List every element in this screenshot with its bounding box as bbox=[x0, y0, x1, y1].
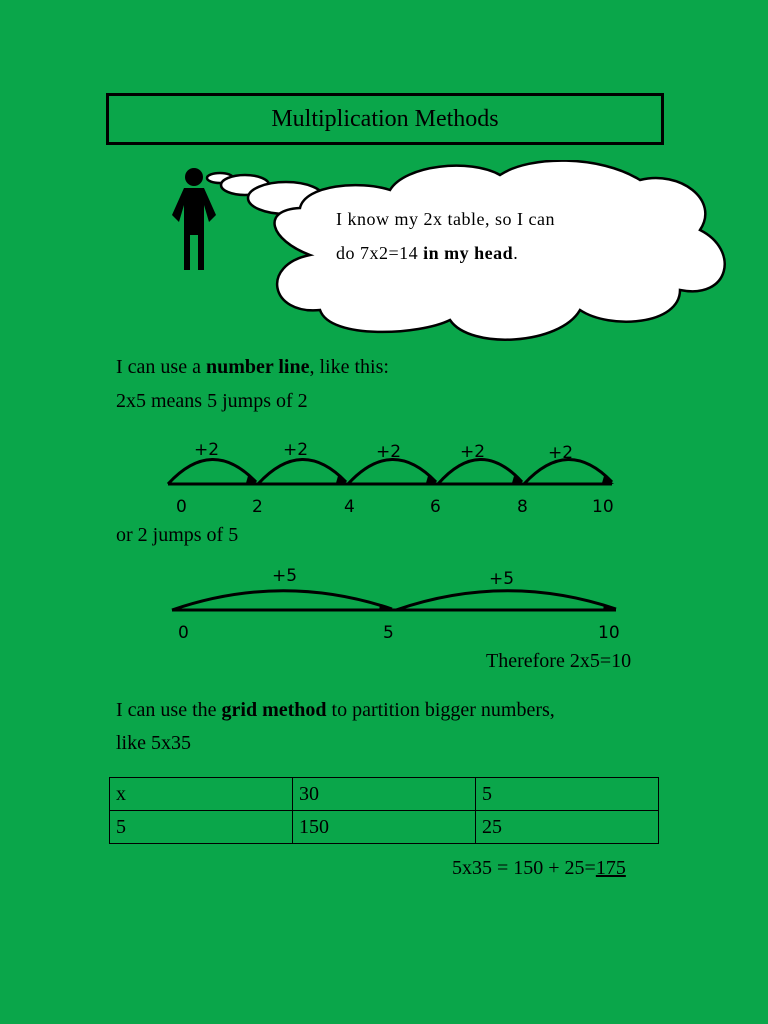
thought-line-2-bold: in my head bbox=[423, 243, 514, 263]
tick-label: 0 bbox=[176, 497, 187, 517]
page-title bbox=[106, 93, 664, 145]
thought-line-1: I know my 2x table, so I can bbox=[336, 209, 555, 229]
table-row bbox=[110, 778, 659, 811]
tick-label: 10 bbox=[598, 623, 620, 643]
tick-label: 8 bbox=[517, 497, 528, 517]
jump-arc-2 bbox=[396, 591, 616, 610]
grid-method-example: like 5x35 bbox=[116, 732, 191, 754]
jump-label: +2 bbox=[283, 440, 309, 460]
page-title-text: Multiplication Methods bbox=[271, 105, 499, 132]
tick-label: 0 bbox=[178, 623, 189, 643]
jump-arc-5 bbox=[524, 459, 612, 484]
grid-intro-post: to partition bigger numbers, bbox=[326, 699, 555, 721]
table-cell: 25 bbox=[476, 811, 659, 844]
jump-arc-1 bbox=[172, 591, 392, 610]
thought-line-2 bbox=[336, 236, 636, 270]
jump-arc-3 bbox=[348, 459, 436, 484]
number-line-means: 2x5 means 5 jumps of 2 bbox=[116, 390, 308, 412]
number-line-jumps-of-5 bbox=[166, 576, 622, 620]
tick-label: 6 bbox=[430, 497, 441, 517]
jump-label: +5 bbox=[489, 569, 515, 589]
jump-arc-2 bbox=[258, 459, 346, 484]
table-row bbox=[110, 811, 659, 844]
grid-result-answer: 175 bbox=[595, 857, 626, 879]
table-cell: 150 bbox=[293, 811, 476, 844]
jump-label: +2 bbox=[376, 442, 402, 462]
jump-label: +2 bbox=[194, 440, 220, 460]
table-cell: 5 bbox=[476, 778, 659, 811]
therefore-text: Therefore 2x5=10 bbox=[486, 650, 632, 672]
grid-method-table bbox=[109, 777, 659, 844]
tick-label: 5 bbox=[383, 623, 394, 643]
number-line-intro bbox=[116, 355, 389, 379]
table-cell: 30 bbox=[293, 778, 476, 811]
grid-intro-bold: grid method bbox=[221, 699, 327, 721]
number-line-intro-bold: number line bbox=[205, 356, 310, 378]
tick-label: 10 bbox=[592, 497, 614, 517]
jump-label: +5 bbox=[272, 566, 298, 586]
thought-text bbox=[336, 202, 636, 270]
grid-result bbox=[452, 856, 626, 880]
number-line-intro-post: , like this: bbox=[309, 356, 389, 378]
grid-method-intro bbox=[116, 698, 555, 722]
jump-label: +2 bbox=[460, 442, 486, 462]
grid-intro-pre: I can use the bbox=[116, 699, 222, 721]
or-jumps-text: or 2 jumps of 5 bbox=[116, 524, 239, 546]
person-icon bbox=[172, 168, 216, 270]
jump-arc-1 bbox=[168, 459, 256, 484]
number-line-intro-pre: I can use a bbox=[116, 356, 206, 378]
table-cell: 5 bbox=[110, 811, 293, 844]
thought-line-2-pre: do 7x2=14 bbox=[336, 243, 424, 263]
jump-arc-4 bbox=[438, 459, 522, 484]
thought-line-2-post: . bbox=[513, 243, 519, 263]
table-cell: x bbox=[110, 778, 293, 811]
tick-label: 4 bbox=[344, 497, 355, 517]
grid-result-pre: 5x35 = 150 + 25= bbox=[452, 857, 596, 879]
jump-label: +2 bbox=[548, 443, 574, 463]
tick-label: 2 bbox=[252, 497, 263, 517]
